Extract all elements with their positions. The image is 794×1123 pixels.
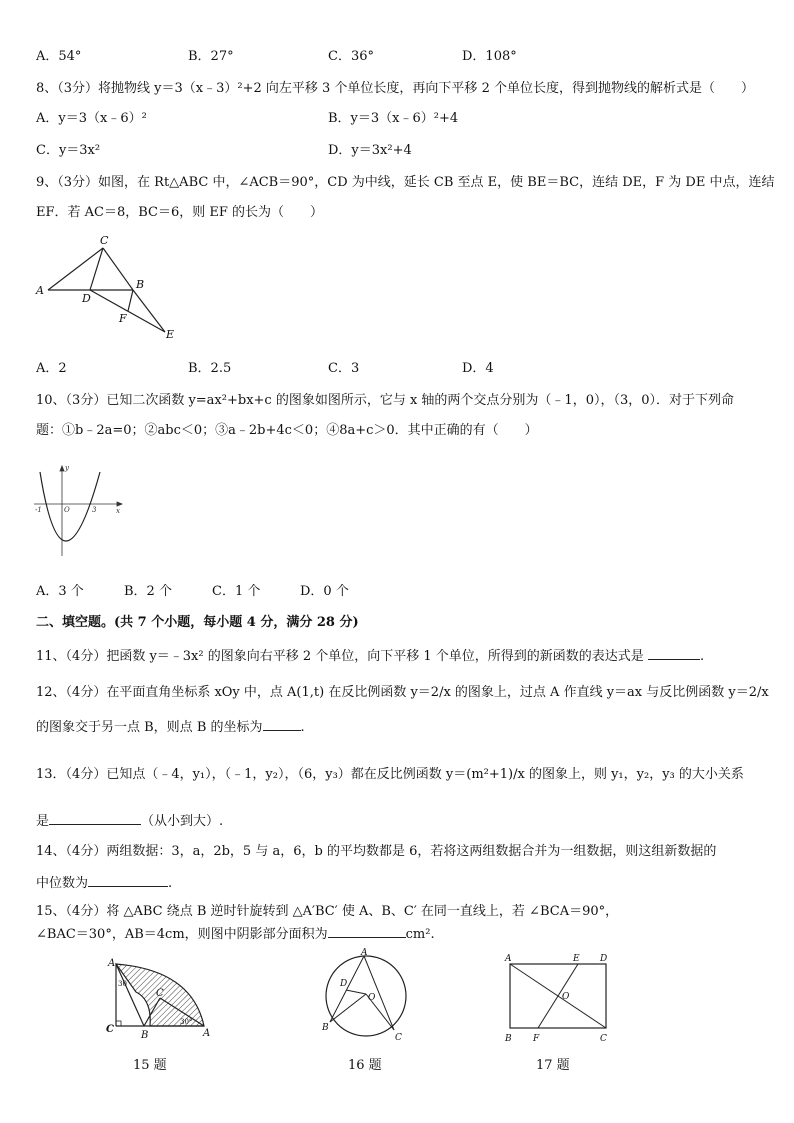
- fig17-label-b: B: [505, 1034, 512, 1044]
- q15-line2: [36, 925, 435, 944]
- fig15-angle-30-left: 30: [118, 980, 127, 988]
- fig15-label-c-prime: C: [156, 988, 164, 999]
- q10-option-b: B．2 个: [124, 584, 172, 599]
- q10-option-c: C．1 个: [212, 584, 261, 599]
- segment-do: [346, 990, 366, 994]
- q11-stem: 11、（4分）把函数 y＝﹣3x² 的图象向右平移 2 个单位，向下平移 1 个单位，所得到的新函数的表达式是: [36, 649, 644, 664]
- q9-stem-line1: 9、（3分）如图，在 Rt△ABC 中，∠ACB＝90°，CD 为中线，延长 CB 至点 E，使 BE＝BC，连结 DE，F 为 DE 中点，连结: [36, 175, 775, 190]
- parabola-curve: [40, 472, 100, 541]
- fig15-label-c: C: [106, 1024, 114, 1035]
- q10-stem-line2: 题：①b﹣2a=0；②abc＜0；③a﹣2b+4c＜0；④8a+c＞0．其中正确的有（ ）: [36, 423, 538, 438]
- segment-de: [90, 290, 165, 332]
- fig16-caption: 16 题: [348, 1058, 382, 1073]
- q13-stem-line2b: （从小到大）.: [141, 814, 224, 829]
- q15-stem-line2a: ∠BAC＝30°，AB＝4cm，则图中阴影部分面积为: [36, 927, 328, 942]
- fig16-label-a: A: [361, 948, 368, 958]
- label-x: x: [116, 507, 120, 515]
- q10-option-d: D．0 个: [300, 584, 349, 599]
- fig15-caption: 15 题: [133, 1058, 167, 1073]
- q14-answer-blank[interactable]: [88, 874, 168, 887]
- fig17-label-f: F: [533, 1034, 540, 1044]
- segment-ac: [48, 248, 103, 290]
- q12-end: .: [300, 720, 305, 735]
- fig16-label-b: B: [322, 1023, 329, 1033]
- fig17-label-d: D: [600, 954, 608, 964]
- fig15-label-a: A: [108, 958, 116, 969]
- q15-answer-blank[interactable]: [328, 925, 406, 938]
- fig15-angle-30-right: 30°: [180, 1018, 193, 1026]
- fig17-label-a: A: [505, 954, 512, 964]
- x-axis-arrow: [117, 502, 122, 506]
- q7-option-d: D．108°: [462, 49, 517, 64]
- q15-stem-line2b: cm².: [405, 927, 435, 942]
- fig16: [316, 946, 416, 1046]
- label-origin: O: [64, 506, 70, 514]
- q9-option-c: C．3: [328, 361, 360, 376]
- segment-bf: [128, 290, 133, 311]
- q13-answer-blank[interactable]: [49, 812, 141, 825]
- y-axis-arrow: [60, 466, 64, 471]
- q14-stem-line2b: .: [168, 876, 173, 891]
- label-b: B: [136, 278, 145, 291]
- q10-parabola-figure: [30, 460, 130, 560]
- q9-figure: [30, 232, 190, 347]
- q9-option-a: A．2: [36, 361, 67, 376]
- q8-option-a: A．y＝3（x﹣6）²: [36, 111, 147, 126]
- q13-stem-line2a: 是: [36, 814, 50, 829]
- q7-option-b: B．27°: [188, 49, 234, 64]
- fig15-label-a-prime: A: [203, 1028, 211, 1039]
- fig16-label-o: O: [368, 993, 376, 1003]
- label-a: A: [36, 284, 44, 297]
- q12-answer-blank[interactable]: [263, 718, 301, 731]
- q9-option-d: D．4: [462, 361, 494, 376]
- fig17-label-o: O: [562, 992, 570, 1002]
- q14-stem-line1: 14、（4分）两组数据：3，a，2b，5 与 a，6，b 的平均数都是 6，若将这两组数据合并为一组数据，则这组新数据的: [36, 844, 717, 859]
- fig15: [100, 952, 220, 1042]
- fig16-label-c: C: [395, 1033, 402, 1043]
- q8-stem: 8、（3分）将抛物线 y＝3（x﹣3）²+2 向左平移 3 个单位长度，再向下平移 2 个单位长度，得到抛物线的解析式是（ ）: [36, 81, 754, 96]
- label-c: C: [100, 234, 109, 247]
- q13-line2: [36, 812, 223, 831]
- q9-option-b: B．2.5: [188, 361, 232, 376]
- q11-line: [36, 647, 704, 666]
- segment-cd: [90, 248, 103, 290]
- q10-option-a: A．3 个: [36, 584, 84, 599]
- circle-o: [326, 956, 406, 1036]
- q12-stem-line2: 的图象交于另一点 B，则点 B 的坐标为: [36, 720, 263, 735]
- fig15-label-b: B: [141, 1030, 149, 1041]
- segment-be: [133, 290, 165, 332]
- fig17-caption: 17 题: [536, 1058, 570, 1073]
- segment-bo: [330, 994, 366, 1022]
- chord-ab: [330, 956, 364, 1022]
- section-2-title: 二、填空题。(共 7 个小题，每小题 4 分，满分 28 分): [36, 615, 359, 630]
- q15-stem-line1: 15、（4分）将 △ABC 绕点 B 逆时针旋转到 △A′BC′ 使 A、B、C′ 在同一直线上，若 ∠BCA＝90°，: [36, 904, 619, 919]
- q8-option-c: C．y＝3x²: [36, 143, 101, 158]
- q11-end: .: [699, 649, 705, 664]
- fig17-label-c: C: [600, 1034, 607, 1044]
- q11-answer-blank[interactable]: [648, 647, 700, 660]
- fig16-label-d: D: [340, 979, 348, 989]
- q8-option-d: D．y＝3x²+4: [328, 143, 412, 158]
- label-minus-one: -1: [35, 506, 42, 514]
- label-e: E: [166, 328, 175, 341]
- q13-stem-line1: 13．（4分）已知点（﹣4，y₁），（﹣1，y₂），（6，y₃）都在反比例函数 y＝(m²+1)/x 的图象上，则 y₁，y₂，y₃ 的大小关系: [36, 767, 744, 782]
- label-d: D: [82, 292, 91, 305]
- label-f: F: [119, 312, 127, 325]
- q12-line2: [36, 718, 305, 737]
- label-y: y: [65, 464, 69, 472]
- right-angle-mark: [116, 1021, 121, 1026]
- segment-cb: [103, 248, 133, 290]
- label-three: 3: [92, 506, 97, 514]
- q8-option-b: B．y＝3（x﹣6）²+4: [328, 111, 459, 126]
- q12-stem-line1: 12、（4分）在平面直角坐标系 xOy 中，点 A(1,t) 在反比例函数 y＝2/x 的图象上，过点 A 作直线 y＝ax 与反比例函数 y＝2/x: [36, 685, 769, 700]
- fig17-label-e: E: [573, 954, 580, 964]
- q10-stem-line1: 10、（3分）已知二次函数 y=ax²+bx+c 的图象如图所示，它与 x 轴的两个交点分别为（﹣1，0），（3，0）．对于下列命: [36, 393, 735, 408]
- q9-stem-line2: EF．若 AC＝8，BC＝6，则 EF 的长为（ ）: [36, 205, 324, 220]
- q7-option-c: C．36°: [328, 49, 374, 64]
- fig17: [500, 950, 620, 1046]
- segment-ef: [538, 964, 578, 1028]
- q14-line2: [36, 874, 172, 893]
- q14-stem-line2a: 中位数为: [36, 876, 89, 891]
- q7-option-a: A．54°: [36, 49, 82, 64]
